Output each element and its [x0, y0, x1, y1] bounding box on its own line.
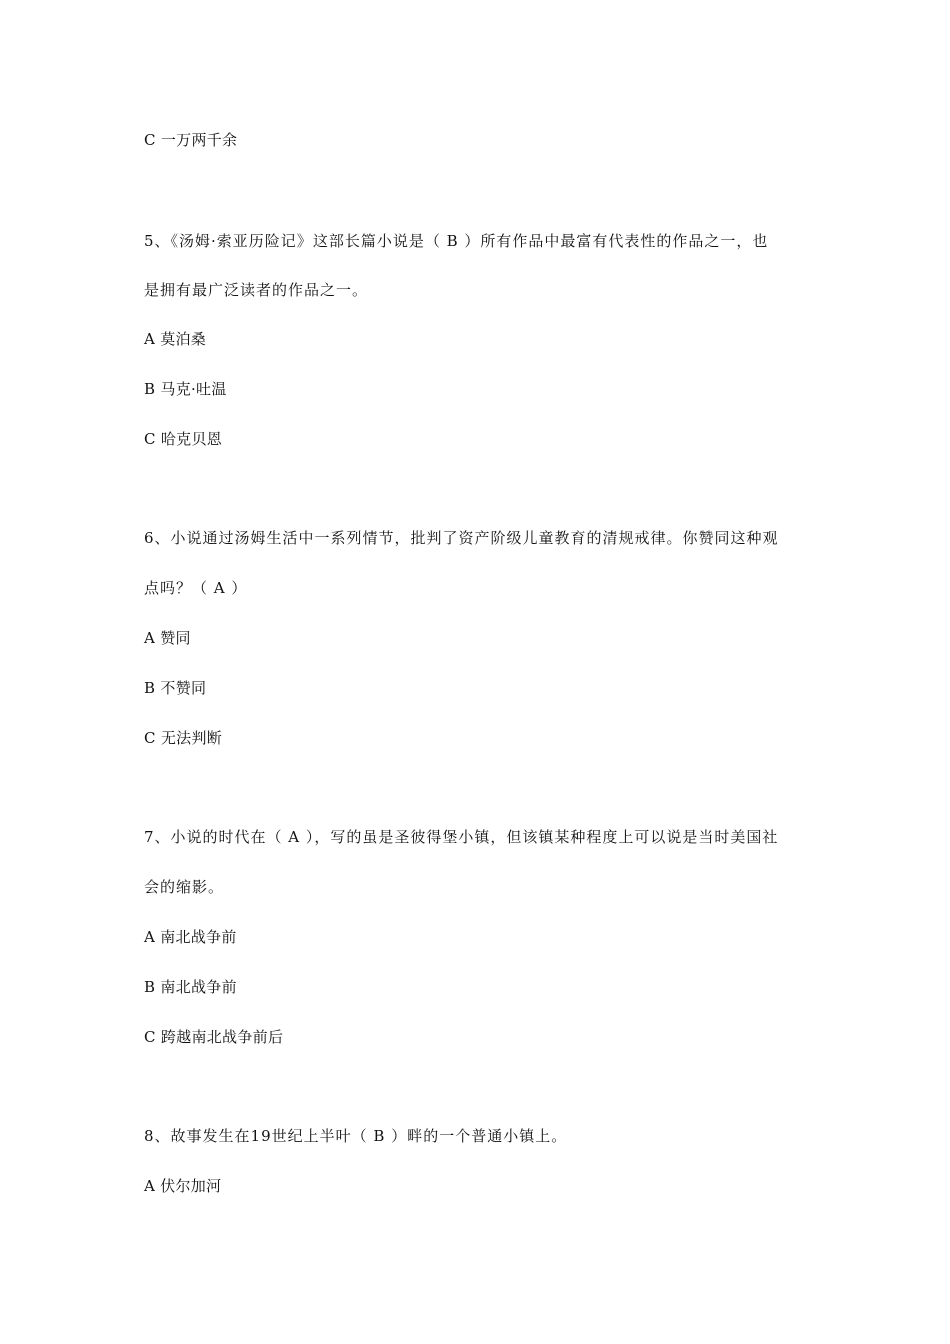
- q5-option-c: C 哈克贝恩: [144, 430, 223, 448]
- q8-stem-line-1: 8、故事发生在19世纪上半叶（ B ）畔的一个普通小镇上。: [144, 1127, 568, 1145]
- q6-option-c: C 无法判断: [144, 729, 223, 747]
- q5-stem-line-2: 是拥有最广泛读者的作品之一。: [144, 281, 369, 299]
- q6-option-b: B 不赞同: [144, 679, 207, 697]
- q5-option-a: A 莫泊桑: [144, 330, 207, 348]
- q4-option-c: C 一万两千余: [144, 131, 238, 149]
- q7-option-b: B 南北战争前: [144, 978, 237, 996]
- q6-stem-line-1: 6、小说通过汤姆生活中一系列情节，批判了资产阶级儿童教育的清规戒律。你赞同这种观: [144, 529, 779, 547]
- q7-option-c: C 跨越南北战争前后: [144, 1028, 284, 1046]
- q7-stem-line-2: 会的缩影。: [144, 878, 225, 896]
- q7-stem-line-1: 7、小说的时代在（ A ），写的虽是圣彼得堡小镇，但该镇某种程度上可以说是当时美国社: [144, 828, 779, 846]
- q8-option-a: A 伏尔加河: [144, 1177, 222, 1195]
- q7-option-a: A 南北战争前: [144, 928, 237, 946]
- q5-stem-line-1: 5、《汤姆·索亚历险记》这部长篇小说是（ B ）所有作品中最富有代表性的作品之一，也: [144, 232, 769, 250]
- q5-option-b: B 马克·吐温: [144, 380, 227, 398]
- q6-option-a: A 赞同: [144, 629, 191, 647]
- q6-stem-line-2: 点吗？（ A ）: [144, 579, 248, 597]
